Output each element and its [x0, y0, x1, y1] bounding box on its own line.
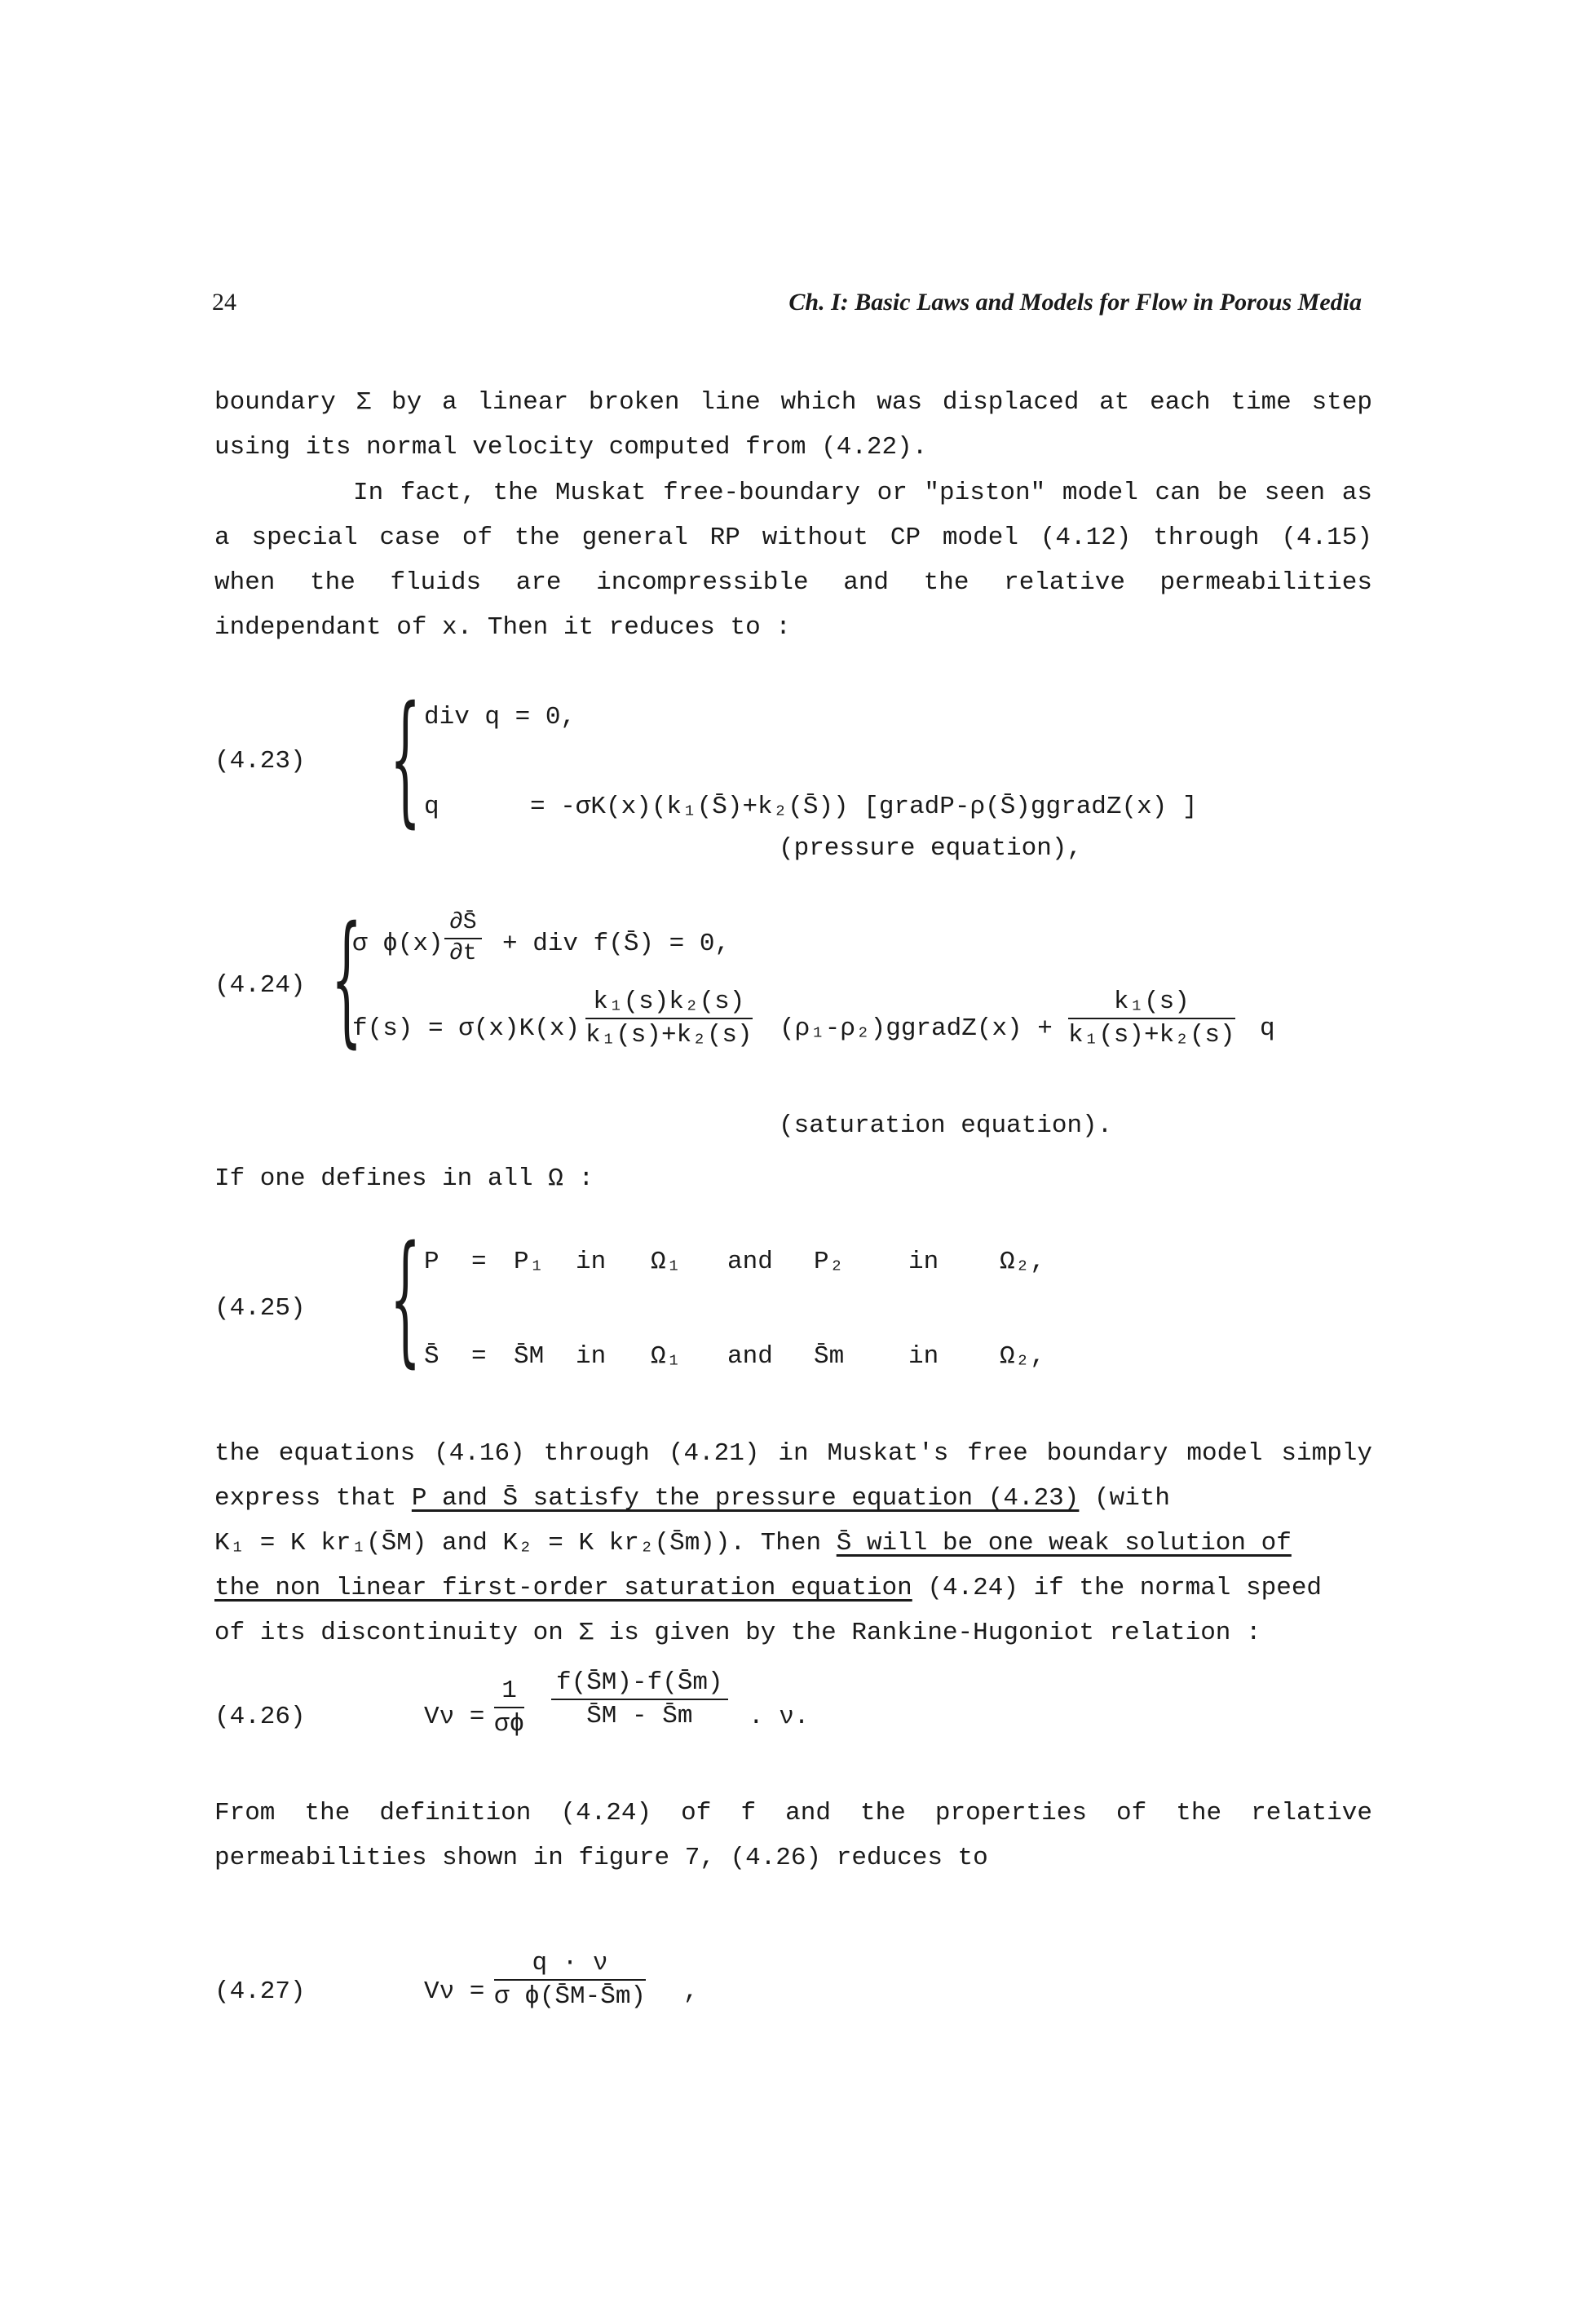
fraction-2 — [1068, 989, 1235, 1048]
text-run: express that — [214, 1484, 412, 1513]
text-run: K₁ = K kr₁(S̄M) and K₂ = K kr₂(S̄m)). Then — [214, 1529, 837, 1557]
fraction-numerator: q · ν — [494, 1951, 646, 1981]
text-line: From the definition (4.24) of f and the properties of the relative — [214, 1799, 1372, 1827]
row-symbol: and — [727, 1342, 773, 1371]
fraction-1 — [494, 1678, 524, 1737]
equation-number: (4.23) — [214, 747, 306, 775]
fraction-1 — [585, 989, 753, 1048]
fraction-denominator: S̄M - S̄m — [586, 1702, 693, 1730]
underlined-text: P and S̄ satisfy the pressure equation (4.23) — [411, 1484, 1080, 1513]
text-line: In fact, the Muskat free-boundary or "piston" model can be seen as — [353, 479, 1372, 507]
text-line: when the fluids are incompressible and the relative permeabilities — [214, 568, 1372, 597]
equation-number: (4.26) — [214, 1703, 306, 1731]
fraction-denominator: k₁(s)+k₂(s) — [585, 1021, 753, 1049]
equation-term: (ρ₁-ρ₂)ggradZ(x) + — [780, 1014, 1053, 1043]
paragraph-3 — [214, 1156, 1372, 1201]
row-symbol: in — [908, 1342, 939, 1371]
equation-number: (4.27) — [214, 1977, 306, 2006]
row-symbol: S̄m — [814, 1342, 845, 1371]
fraction-2 — [551, 1670, 728, 1729]
underlined-text: S̄ will be one weak solution of — [836, 1529, 1292, 1557]
row-symbol: P₁ — [514, 1248, 545, 1276]
fraction-numerator: 1 — [494, 1678, 524, 1708]
text-line — [214, 1566, 1372, 1610]
left-brace: { — [331, 897, 363, 1063]
equation-lhs: f(s) = σ(x)K(x) — [352, 1014, 581, 1043]
fraction-denominator: σ ϕ(S̄M-S̄m) — [494, 1982, 647, 2011]
row-symbol: P₂ — [814, 1248, 845, 1276]
equation-term: , — [683, 1977, 699, 2006]
row-symbol: = — [471, 1342, 487, 1371]
paragraph-1 — [214, 380, 1372, 470]
fraction-1 — [494, 1951, 646, 2009]
paragraph-2 — [214, 471, 1372, 650]
row-symbol: Ω₂, — [1000, 1342, 1045, 1371]
row-symbol: and — [727, 1248, 773, 1276]
equation-term: q — [1260, 1014, 1275, 1043]
fraction-numerator: f(S̄M)-f(S̄m) — [551, 1670, 728, 1700]
equation-lhs: Vν = — [424, 1977, 485, 2006]
row-symbol: in — [576, 1342, 607, 1371]
row-symbol: S̄M — [514, 1342, 545, 1371]
fraction-dS-dt — [444, 912, 482, 965]
underlined-text: the non linear first-order saturation equation — [214, 1574, 912, 1602]
equation-note: (saturation equation). — [779, 1111, 1113, 1140]
row-symbol: = — [471, 1248, 487, 1276]
text-line: a special case of the general RP without CP model (4.12) through (4.15) — [214, 524, 1372, 552]
left-brace: { — [390, 677, 422, 843]
paragraph-4 — [214, 1431, 1372, 1655]
row-symbol: in — [576, 1248, 607, 1276]
equation-note: (pressure equation), — [779, 834, 1083, 863]
text-line — [214, 1521, 1372, 1566]
text-line: If one defines in all Ω : — [214, 1164, 594, 1193]
text-line — [214, 1476, 1372, 1521]
text-run: (with — [1079, 1484, 1171, 1513]
row-symbol: Ω₂, — [1000, 1248, 1045, 1276]
equation-lhs: Vν = — [424, 1703, 485, 1731]
page-number: 24 — [212, 289, 236, 316]
text-line: the equations (4.16) through (4.21) in Muskat's free boundary model simply — [214, 1439, 1372, 1468]
text-line: permeabilities shown in figure 7, (4.26) reduces to — [214, 1844, 988, 1872]
fraction-numerator: k₁(s)k₂(s) — [585, 989, 753, 1019]
equation-rhs: = -σK(x)(k₁(S̄)+k₂(S̄)) [gradP-ρ(S̄)ggradZ(x) ] — [530, 793, 1198, 821]
running-title: Ch. I: Basic Laws and Models for Flow in Porous Media — [788, 289, 1362, 316]
fraction-denominator: σϕ — [494, 1710, 525, 1739]
row-symbol: in — [908, 1248, 939, 1276]
equation-number: (4.24) — [214, 971, 306, 1000]
fraction-numerator: k₁(s) — [1068, 989, 1235, 1019]
left-brace: { — [390, 1217, 422, 1383]
equation-row: div q = 0, — [424, 703, 576, 731]
equation-lhs: q — [424, 793, 439, 821]
fraction-numerator: ∂S̄ — [444, 912, 482, 939]
row-symbol: Ω₁ — [651, 1248, 682, 1276]
row-symbol: P — [424, 1248, 439, 1276]
text-line: boundary Σ by a linear broken line which was displaced at each time step — [214, 388, 1372, 417]
row-symbol: Ω₁ — [651, 1342, 682, 1371]
text-run: (4.24) if the normal speed — [912, 1574, 1323, 1602]
paragraph-5 — [214, 1791, 1372, 1880]
equation-term: . ν. — [749, 1703, 810, 1731]
text-line: using its normal velocity computed from (4.22). — [214, 433, 928, 462]
text-line: independant of x. Then it reduces to : — [214, 613, 791, 642]
equation-number: (4.25) — [214, 1294, 306, 1323]
text-line: of its discontinuity on Σ is given by the Rankine-Hugoniot relation : — [214, 1619, 1261, 1647]
row-symbol: S̄ — [424, 1342, 439, 1371]
fraction-denominator: ∂t — [449, 941, 477, 966]
fraction-denominator: k₁(s)+k₂(s) — [1068, 1021, 1235, 1049]
equation-term: σ ϕ(x) — [352, 930, 444, 958]
equation-term: + div f(S̄) = 0, — [502, 930, 731, 958]
